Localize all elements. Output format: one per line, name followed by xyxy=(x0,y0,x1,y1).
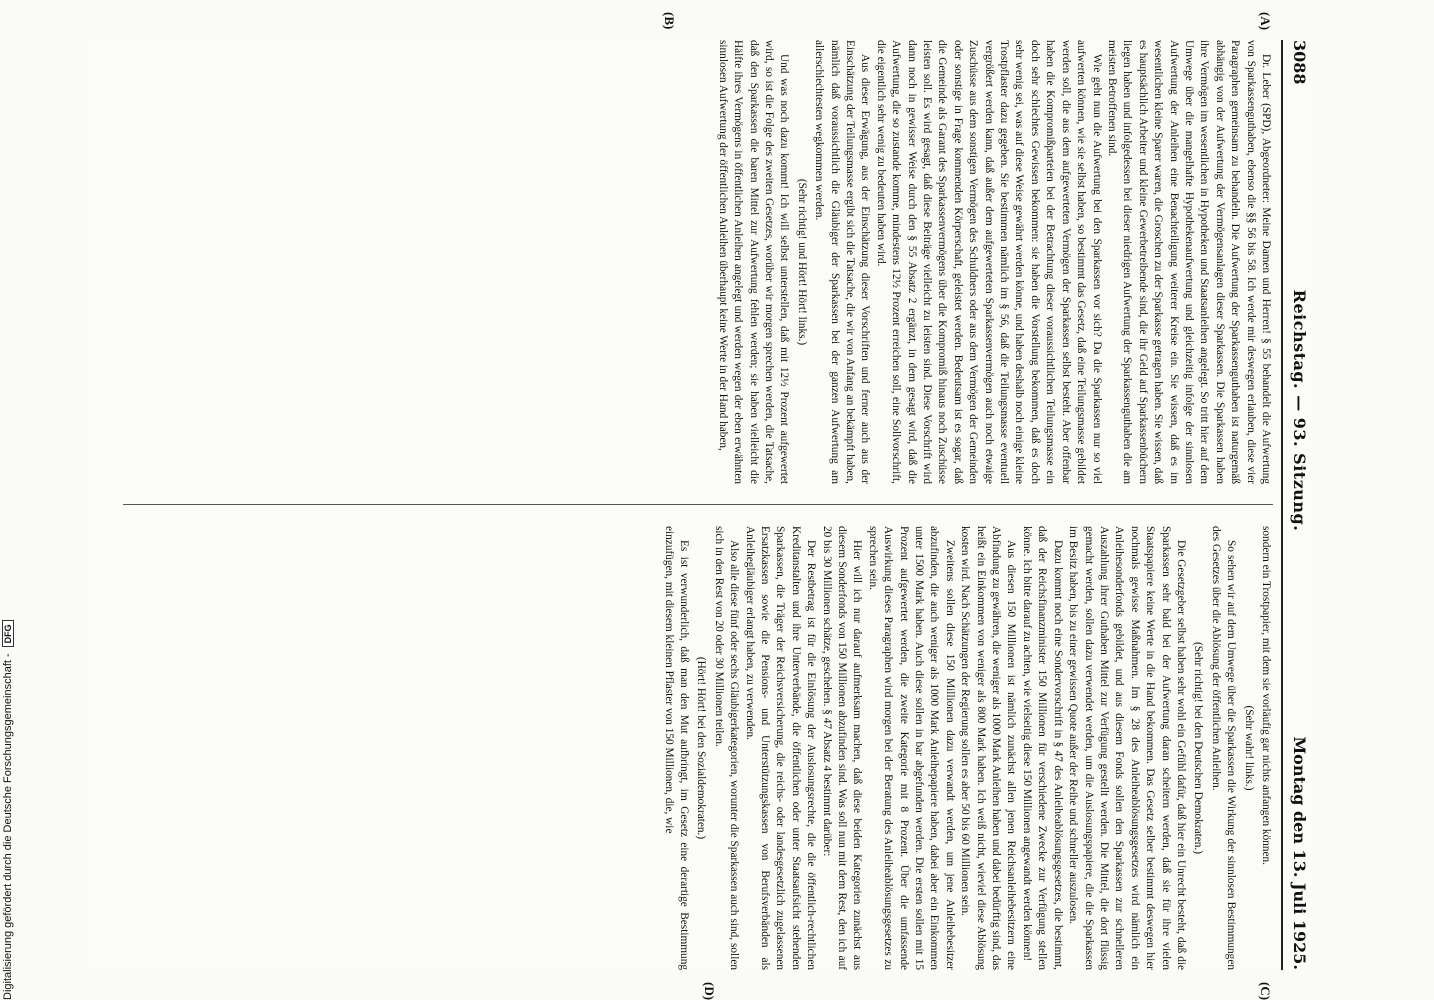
paragraph: Dr. Leber (SPD), Abgeordneter: Meine Damen und Herren! § 55 behandelt die Aufwertung von Sparkassenguthaben, ebenso die §§ 56 bis 58. Ich werde mir deswegen erlauben, diese vier Paragraphen gemeinsam zu behandeln. Die Aufwertung der Sparkassenguthaben ist naturgemäß abhängig von der Aufwertung der Vermögensanlagen dieser Sparkassen. Die Sparkassen haben ihre Vermögen im wesentlichen in Hypotheken und Staatsanleihen angelegt. So tritt hier auf dem Umwege über die mangelhafte Hypothekenaufwertung und gleichzeitig infolge der sinnlosen Aufwertung der Anleihen eine Benachteiligung weiterer Kreise ein. Sie wissen, daß es im wesentlichen kleine Sparer waren, die Groschen zu der Sparkasse getragen haben. Sie wissen, daß es hauptsächlich Arbeiter und kleine Gewerbetreibende sind, die ihr Geld auf Sparkassenbüchern liegen haben und infolgedessen bei dieser niedrigen Aufwertung der Sparkassenguthaben die am meisten Betroffenen sind. xyxy=(1105,40,1272,484)
rotated-page xyxy=(87,12,1317,1000)
right-column xyxy=(123,526,1273,970)
paragraph: Zweitens sollen diese 150 Millionen dazu verwandt werden, um jene Anleihebesitzer abzufinden, die auch weniger als 1000 Mark Anleihepapiere haben, dabei aber ein Einkommen unter 1500 Mark haben. Auch diese sollen in bar abgefunden werden. Die ersten sollen mit 15 Prozent aufgewertet werden, die zweite Kategorie mit 8 Prozent. Über die umfassende Auswirkung dieses Paragraphen wird morgen bei der Beratung des Anleiheablösungsgesetzes zu sprechen sein. xyxy=(866,526,956,970)
page-number: 3088 xyxy=(1290,40,1310,85)
session-date: Montag den 13. Juli 1925. xyxy=(1290,736,1310,970)
paragraph: sondern ein Trostpapier, mit dem sie vorläufig gar nichts anfangen können. xyxy=(1260,526,1272,866)
interjection: (Hört! Hört! bei den Sozialdemokraten.) xyxy=(695,656,708,840)
paragraph: Die Gesetzgeber selbst haben sehr wohl ein Gefühl dafür, daß hier ein Unrecht besteht, daß die Sparkassen sehr bald bei der Aufwertung daran scheitern werden, daß sie für ihre vielen Staatspapiere keine Werte in die Hand bekommen. Das Gesetz selber bestimmt deswegen hier nochmals gewisse Maßnahmen. Im § 28 des Anleiheablösungsgesetzes wird nämlich ein Anleihesonderfonds gebildet, und aus diesem Fonds sollen den Sparkassen zur schnelleren Auszahlung ihrer Guthaben Mittel zur Verfügung gestellt werden. Die Mittel, die dort flüssig gemacht werden, sollen dazu verwendet werden, um die Auslosungspapiere, die die Sparkassen im Besitz haben, bis zu einer gewissen Quote außer der Reihe und schneller auszulosen. xyxy=(1067,526,1187,970)
digitization-footer xyxy=(2,620,14,1000)
paragraph: Also alle diese fünf oder sechs Gläubigerkategorien, worunter die Sparkassen auch sind, sollen sich in den Rest von 20 oder 30 Millionen teilen. xyxy=(712,526,741,970)
paragraph: Aus diesen 150 Millionen ist nämlich zunächst allen jenen Reichsanleihebesitzern eine Abfindung zu gewähren, die weniger als 1000 Mark Anleihen haben und dabei bedürftig sind, das heißt ein Einkommen von weniger als 800 Mark haben. Ich weiß nicht, wieviel diese Ablösung kosten wird. Nach Schätzungen der Regierung sollen es aber 50 bis 60 Millionen sein. xyxy=(959,526,1018,970)
margin-letter-b: (B) xyxy=(662,12,677,30)
interjection: (Sehr wahr! links.) xyxy=(1242,705,1255,791)
paragraph: Und was noch dazu kommt! Ich will selbst unterstellen, daß mit 12½ Prozent aufgewertet wird, so ist die Folge des zweiten Gesetzes, worüber wir morgen sprechen werden, die Tatsache, daß den Sparkassen die baren Mittel zur Aufwertung fehlen werden; sie haben vielleicht die Hälfte ihres Vermögens in öffentlichen Anleihen angelegt und werden wegen der eben erwähnten sinnlosen Aufwertung der öffentlichen Anleihen überhaupt keine Werte in der Hand haben, xyxy=(716,40,791,484)
session-title: Reichstag. — 93. Sitzung. xyxy=(1290,289,1310,532)
paragraph: Es ist verwunderlich, daß man den Mut aufbringt, im Gesetz eine derartige Bestimmung einzufügen, mit diesem kleinen Pflaster von 150 Millionen, die, wie xyxy=(662,526,690,970)
interjection: (Sehr richtig! und Hört! Hört! links.) xyxy=(795,178,808,346)
paragraph: Hier will ich nur darauf aufmerksam machen, daß diese beiden Kategorien zunächst aus diesem Sonderfonds von 150 Millionen abzufinden sind. Was soll nun mit dem Rest, den ich auf 20 bis 30 Millionen schätze, geschehen. § 47 Absatz 4 bestimmt darüber: xyxy=(820,526,864,970)
paragraph: So sehen wir auf dem Umwege über die Sparkassen die Wirkung der sinnlosen Bestimmungen des Gesetzes über die Ablösung der öffentlichen Anleihen. xyxy=(1209,526,1238,970)
paragraph: Aus dieser Erwägung, aus der Einschätzung dieser Vorschriften und ferner auch aus der Einschätzung der Teilungsmasse ergibt sich die Tatsache, die wir von Anfang an bekämpft haben, nämlich daß voraussichtlich die Gläubiger der Sparkassen bei der ganzen Aufwertung am allerschlechtesten wegkommen werden. xyxy=(813,40,872,484)
column-divider xyxy=(123,504,1273,505)
paragraph: Wie geht nun die Aufwertung bei den Sparkassen vor sich? Da die Sparkassen nur so viel aufwerten können, wie sie selbst haben, so bestimmt das Gesetz, daß eine Teilungsmasse gebildet werden soll, die aus dem aufgewerteten Vermögen der Sparkassen selbst besteht. Aber offenbar haben die Kompromißparteien bei der Betrachtung dieser voraussichtlichen Teilungsmasse ein doch sehr schlechtes Gewissen bekommen: sie haben die Vorstellung bekommen, daß es doch sehr wenig sei, was auf diese Weise gewährt werden könne, und haben deshalb noch einige kleine Trostpflaster dazu gegeben. Sie bestimmen nämlich im § 56, daß die Teilungsmasse eventuell vergrößert werden kann, daß außer dem aufgewerteten Sparkassenvermögen auch noch etwaige Zuschüsse aus dem sonstigen Vermögen des Schuldners oder aus dem Vermögen der Gemeinden oder sonstige in Frage kommenden Körperschaft, geleistet werden. Bedeutsam ist es sogar, daß die Gemeinde als Garant des Sparkassenvermögens über die Kompromiß hinaus noch Zuschüsse leisten soll. Es wird gesagt, daß diese Beiträge vielleicht zu leisten sind. Diese Vorschrift wird dann noch in gewisser Weise durch den § 55 Absatz 2 ergänzt, in dem gesagt wird, daß die Aufwertung, die so zustande komme, mindestens 12½ Prozent erreichen soll, eine Sollvorschrift, die eigentlich sehr wenig zu bedeuten haben wird. xyxy=(874,40,1103,484)
margin-letter-a: (A) xyxy=(1258,12,1273,31)
footer-text: Digitalisierung gefördert durch die Deutsche Forschungsgemeinschaft - xyxy=(2,653,14,1000)
margin-letter-c: (C) xyxy=(1258,982,1273,1000)
left-column xyxy=(123,40,1273,484)
interjection: (Sehr richtig! bei den Deutschen Demokraten.) xyxy=(1192,641,1205,855)
paragraph: Dazu kommt noch eine Sondervorschrift in § 47 des Anleiheablösungsgesetzes, die bestimmt, daß der Reichsfinanzminister 150 Millionen für verschiedene Zwecke zur Verfügung stellen könne. Ich bitte darauf zu achten, wie vielseitig diese 150 Millionen angewandt werden können! xyxy=(1020,526,1064,970)
dfg-logo: DFG xyxy=(2,620,14,647)
margin-letter-d: (D) xyxy=(702,982,717,1000)
paragraph: Der Restbetrag ist für die Einlösung der Auslosungsrechte, die die öffentlich-rechtlichen Kreditanstalten und ihre Unterverbände, die öffentlichen oder unter Staatsaufsicht stehenden Sparkassen, die Träger der Reichsversicherung, die reichs- oder landesgesetzlich zugelassenen Ersatzkassen sowie die Pensions- und Unterstützungskassen von Berufsverbänden als Anleihegläubiger erlangt haben, zu verwenden. xyxy=(743,526,818,970)
running-head xyxy=(1281,40,1317,970)
